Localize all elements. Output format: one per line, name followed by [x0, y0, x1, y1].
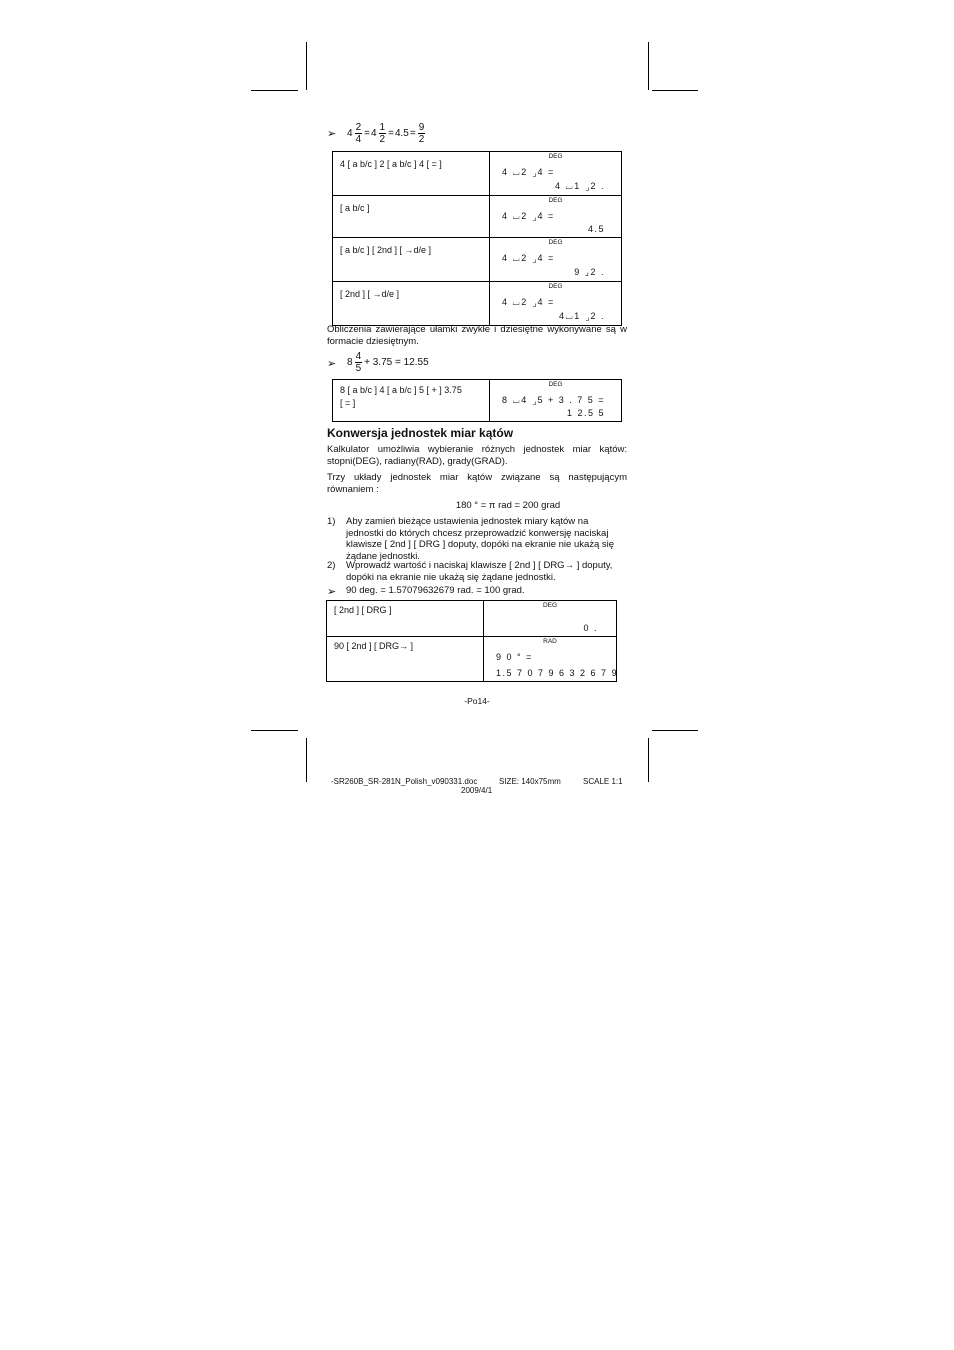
section-heading: Konwersja jednostek miar kątów [327, 426, 514, 440]
key-sequence: 8 [ a b/c ] 4 [ a b/c ] 5 [ + ] 3.75 [340, 385, 462, 395]
equation-mixed: 8 $\frac{4}{5}$ + 3.75 = 12.55 [347, 351, 429, 374]
display-cell [490, 380, 622, 422]
display-line2: 1.5 7 0 7 9 6 3 2 6 7 9 [496, 668, 619, 678]
table-row [327, 637, 617, 682]
display-line1: 4 ⌴2 ⌟4 = [502, 253, 555, 263]
example-table-drg [326, 600, 617, 682]
intro-paragraph: Kalkulator umożliwia wybieranie różnych jednostek miar kątów: stopni(DEG), radiany(RAD), grady(GRAD). [327, 444, 627, 467]
display-cell [490, 196, 622, 238]
table-row [333, 282, 622, 326]
key-sequence: [ a b/c ] [340, 203, 370, 213]
display-cell [484, 637, 617, 682]
key-sequence: [ = ] [340, 398, 356, 408]
display-line2: 4 ⌴1 ⌟2 . [555, 181, 605, 191]
conversion-example: 90 deg. = 1.57079632679 rad. = 100 grad. [346, 585, 525, 596]
display-underline [490, 421, 621, 422]
display-line1: 4 ⌴2 ⌟4 = [502, 297, 555, 307]
key-sequence: [ a b/c ] [ 2nd ] [ →d/e ] [340, 245, 432, 255]
crop-mark [251, 730, 298, 731]
display-cell [484, 601, 617, 637]
note-paragraph: Obliczenia zawierające ułamki zwykłe i dziesiętne wykonywane są w formacie dziesiętnym. [327, 324, 627, 347]
list-number: 1) [327, 516, 336, 527]
mode-indicator: DEG [542, 602, 558, 609]
mode-indicator: RAD [543, 638, 557, 645]
mode-indicator: DEG [548, 153, 563, 160]
equation-intro-paragraph: Trzy układy jednostek miar kątów związane są następującym równaniem : [327, 472, 627, 495]
display-cell [490, 282, 622, 326]
crop-mark [306, 738, 307, 782]
display-cell [490, 238, 622, 282]
mode-indicator: DEG [548, 283, 563, 290]
table-row [333, 152, 622, 196]
display-line2: 4.5 [587, 224, 605, 234]
mode-indicator: DEG [548, 197, 563, 204]
equation-fractions: 4 $\frac{2}{4}$ = 4 $\frac{1}{2}$ = 4.5 = $\frac{9}{2}$ [347, 122, 425, 145]
table-row [333, 196, 622, 238]
crop-mark [251, 90, 298, 91]
page-number: -Po14- [464, 696, 490, 706]
display-line1: 8 ⌴4 ⌟5 + 3 . 7 5 = [502, 395, 606, 405]
display-line1: 4 ⌴2 ⌟4 = [502, 167, 555, 177]
key-sequence: 4 [ a b/c ] 2 [ a b/c ] 4 [ = ] [340, 159, 442, 169]
crop-mark [306, 42, 307, 90]
display-line2: 4⌴1 ⌟2 . [559, 311, 605, 321]
crop-mark [648, 42, 649, 90]
key-sequence: [ 2nd ] [ DRG ] [334, 605, 392, 615]
footer-date: 2009/4/1 [461, 786, 493, 795]
example-table-mixed [332, 379, 622, 422]
bullet-icon: ➢ [327, 586, 337, 598]
footer-filename: -SR260B_SR-281N_Polish_v090331.doc [331, 777, 478, 786]
table-row [333, 380, 622, 422]
table-row [327, 601, 617, 637]
display-line2: 1 2.5 5 [566, 408, 605, 418]
fraction: $\frac{4}{5}$ [355, 351, 362, 374]
display-underline [484, 681, 616, 682]
crop-mark [652, 90, 698, 91]
example-table-fractions [332, 151, 622, 326]
display-line2: 0 . [583, 623, 598, 633]
footer-scale: SCALE 1:1 [583, 777, 623, 786]
footer-size: SIZE: 140x75mm [499, 777, 561, 786]
table-row [333, 238, 622, 282]
display-line2: 9 ⌟2 . [574, 267, 605, 277]
key-sequence: 90 [ 2nd ] [ DRG→ ] [334, 641, 414, 651]
crop-mark [652, 730, 698, 731]
key-sequence: [ 2nd ] [ →d/e ] [340, 289, 400, 299]
display-cell [490, 152, 622, 196]
mode-indicator: DEG [548, 239, 563, 246]
display-line1: 4 ⌴2 ⌟4 = [502, 211, 555, 221]
fraction: $\frac{1}{2}$ [379, 122, 386, 145]
bullet-icon: ➢ [327, 358, 337, 370]
display-line1: 9 0 ° = [496, 652, 533, 662]
list-number: 2) [327, 560, 336, 571]
crop-mark [648, 738, 649, 782]
fraction: $\frac{2}{4}$ [355, 122, 362, 145]
bullet-icon: ➢ [327, 128, 337, 140]
mode-indicator: DEG [548, 381, 563, 388]
list-item: Wprowadź wartość i naciskaj klawisze [ 2nd ] [ DRG→ ] doputy, dopóki na ekranie nie ukażą się żądane jednostki. [346, 560, 613, 583]
list-item: Aby zamień bieżące ustawienia jednostek miary kątów na jednostki do których chcesz przeprowadzić konwersję naciskaj klawisze [ 2nd ] [ DRG ] doputy, dopóki na ekranie nie ukażą się żądane jednostki. [346, 516, 615, 562]
fraction: $\frac{9}{2}$ [418, 122, 425, 145]
angle-equation: 180 ° = π rad = 200 grad [455, 500, 561, 511]
